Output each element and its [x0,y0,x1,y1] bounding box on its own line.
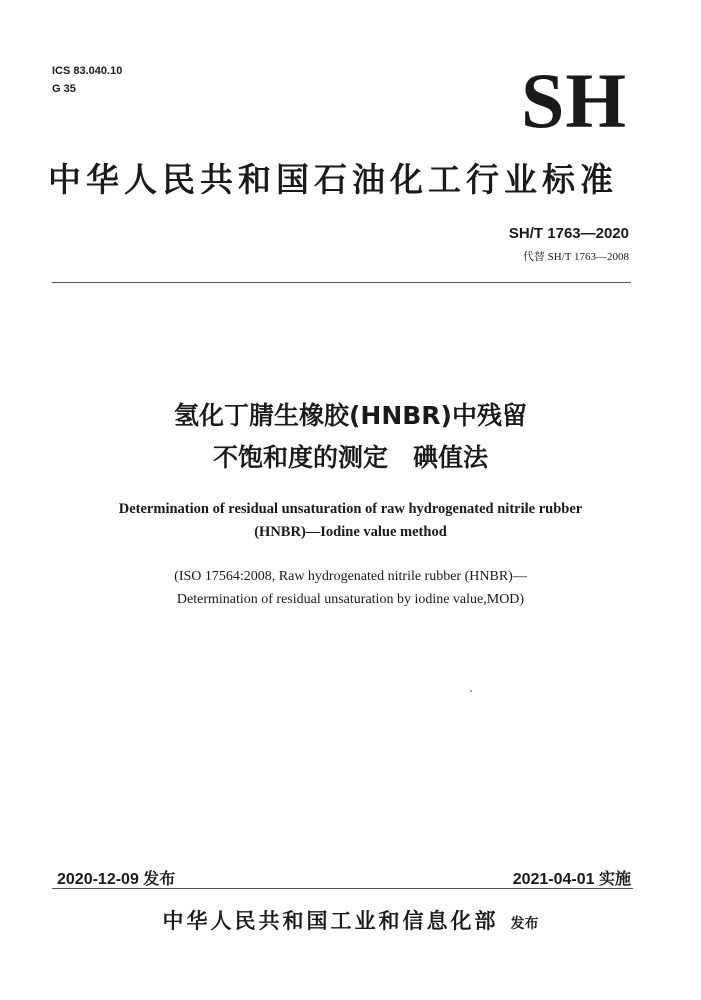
standard-number: SH/T 1763—2020 [508,225,629,242]
ccs-code: G 35 [52,83,76,95]
industry-standard-title: 中华人民共和国石油化工行业标准 [48,160,618,199]
issue-date: 2020-12-09 发布 [57,871,176,888]
scan-speck [470,690,472,692]
ics-code: ICS 83.040.10 [52,65,123,77]
publisher [0,905,701,935]
replaces-standard: 代替 SH/T 1763—2008 [522,251,629,263]
iso-reference-line-1: (ISO 17564:2008, Raw hydrogenated nitrile rubber (HNBR)— [174,569,527,584]
publisher-name: 中华人民共和国工业和信息化部 [162,909,499,933]
header-divider [52,282,631,283]
english-title-line-2: (HNBR)—Iodine value method [254,524,447,540]
publisher-suffix: 发布 [510,916,539,932]
chinese-title-line-1: 氢化丁腈生橡胶(HNBR)中残留 [173,401,527,430]
iso-reference-line-2: Determination of residual unsaturation by iodine value,MOD) [176,592,525,607]
chinese-title-line-2: 不饱和度的测定 碘值法 [212,443,488,472]
classification-block [52,62,122,98]
implementation-date: 2021-04-01 实施 [512,871,631,888]
sh-logo: SH [520,57,627,144]
footer-divider [52,888,633,889]
english-title-line-1: Determination of residual unsaturation of raw hydrogenated nitrile rubber [118,501,583,517]
